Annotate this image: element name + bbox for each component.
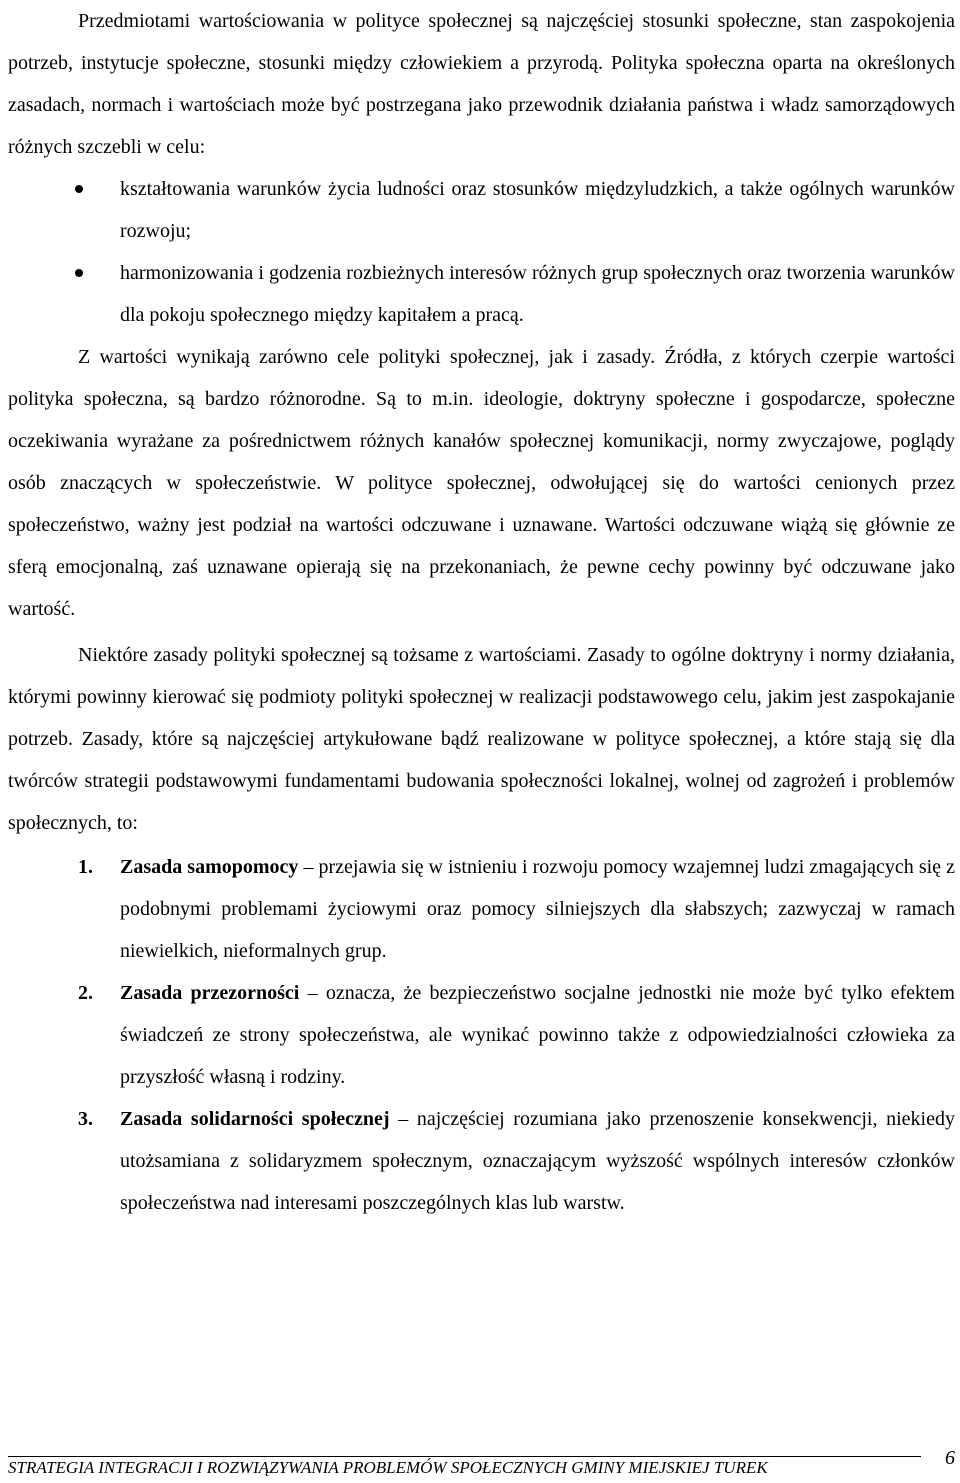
goals-bullet-list: [8, 168, 955, 336]
principle-title: Zasada przezorności: [120, 982, 300, 1004]
principle-item: [8, 846, 955, 972]
principle-item: [8, 1098, 955, 1224]
principle-number: 2.: [78, 982, 93, 1004]
principles-list: [8, 846, 955, 1224]
principle-number: 1.: [78, 856, 93, 878]
bullet-item: [8, 168, 955, 252]
principle-title: Zasada solidarności społecznej: [120, 1108, 390, 1130]
principle-title: Zasada samopomocy: [120, 856, 299, 878]
document-body: [8, 0, 955, 1224]
page-footer: [8, 1447, 955, 1480]
principle-number: 3.: [78, 1108, 93, 1130]
footer-divider: [8, 1456, 921, 1457]
bullet-item: [8, 252, 955, 336]
bullet-text: kształtowania warunków życia ludności oraz stosunków międzyludzkich, a także ogólnych warunków rozwoju;: [120, 178, 955, 242]
bullet-icon: [75, 185, 83, 193]
principle-text: – najczęściej rozumiana jako przenoszenie konsekwencji, niekiedy utożsamiana z solidaryzmem społecznym, oznaczającym wyższość wspólnych interesów członków społeczeństwa nad interesami poszczególnych klas lub warstw.: [120, 1108, 955, 1214]
paragraph-principles: Niektóre zasady polityki społecznej są tożsame z wartościami. Zasady to ogólne doktryny i normy działania, którymi powinny kierować się podmioty polityki społecznej w realizacji podstawowego celu, jakim jest zaspokajanie potrzeb. Zasady, które są najczęściej artykułowane bądź realizowane w polityce społecznej, a które stają się dla twórców strategii podstawowymi fundamentami budowania społeczności lokalnej, wolnej od zagrożeń i problemów społecznych, to:: [8, 644, 955, 834]
paragraph-values: Z wartości wynikają zarówno cele polityki społecznej, jak i zasady. Źródła, z których czerpie wartości polityka społeczna, są bardzo różnorodne. Są to m.in. ideologie, doktryny społeczne i gospodarcze, społeczne oczekiwania wyrażane za pośrednictwem różnych kanałów społecznej komunikacji, normy zwyczajowe, poglądy osób znaczących w społeczeństwie. W polityce społecznej, odwołującej się do wartości cenionych przez społeczeństwo, ważny jest podział na wartości odczuwane i uznawane. Wartości odczuwane wiążą się głównie ze sferą emocjonalną, zaś uznawane opierają się na przekonaniach, że pewne cechy powinny być odczuwane jako wartość.: [8, 346, 955, 620]
footer-title: STRATEGIA INTEGRACJI I ROZWIĄZYWANIA PROBLEMÓW SPOŁECZNYCH GMINY MIEJSKIEJ TUREK: [8, 1458, 768, 1477]
page-number: 6: [945, 1447, 955, 1469]
bullet-text: harmonizowania i godzenia rozbieżnych interesów różnych grup społecznych oraz tworzenia warunków dla pokoju społecznego między kapitałem a pracą.: [120, 262, 955, 326]
paragraph-intro: Przedmiotami wartościowania w polityce społecznej są najczęściej stosunki społeczne, stan zaspokojenia potrzeb, instytucje społeczne, stosunki między człowiekiem a przyrodą. Polityka społeczna oparta na określonych zasadach, normach i wartościach może być postrzegana jako przewodnik działania państwa i władz samorządowych różnych szczebli w celu:: [8, 10, 955, 158]
principle-item: [8, 972, 955, 1098]
bullet-icon: [75, 269, 83, 277]
principle-text: – przejawia się w istnieniu i rozwoju pomocy wzajemnej ludzi zmagających się z podobnymi problemami życiowymi oraz pomocy silniejszych dla słabszych; zazwyczaj w ramach niewielkich, nieformalnych grup.: [120, 856, 955, 962]
principle-text: – oznacza, że bezpieczeństwo socjalne jednostki nie może być tylko efektem świadczeń ze strony społeczeństwa, ale wynikać powinno także z odpowiedzialności człowieka za przyszłość własną i rodziny.: [120, 982, 955, 1088]
